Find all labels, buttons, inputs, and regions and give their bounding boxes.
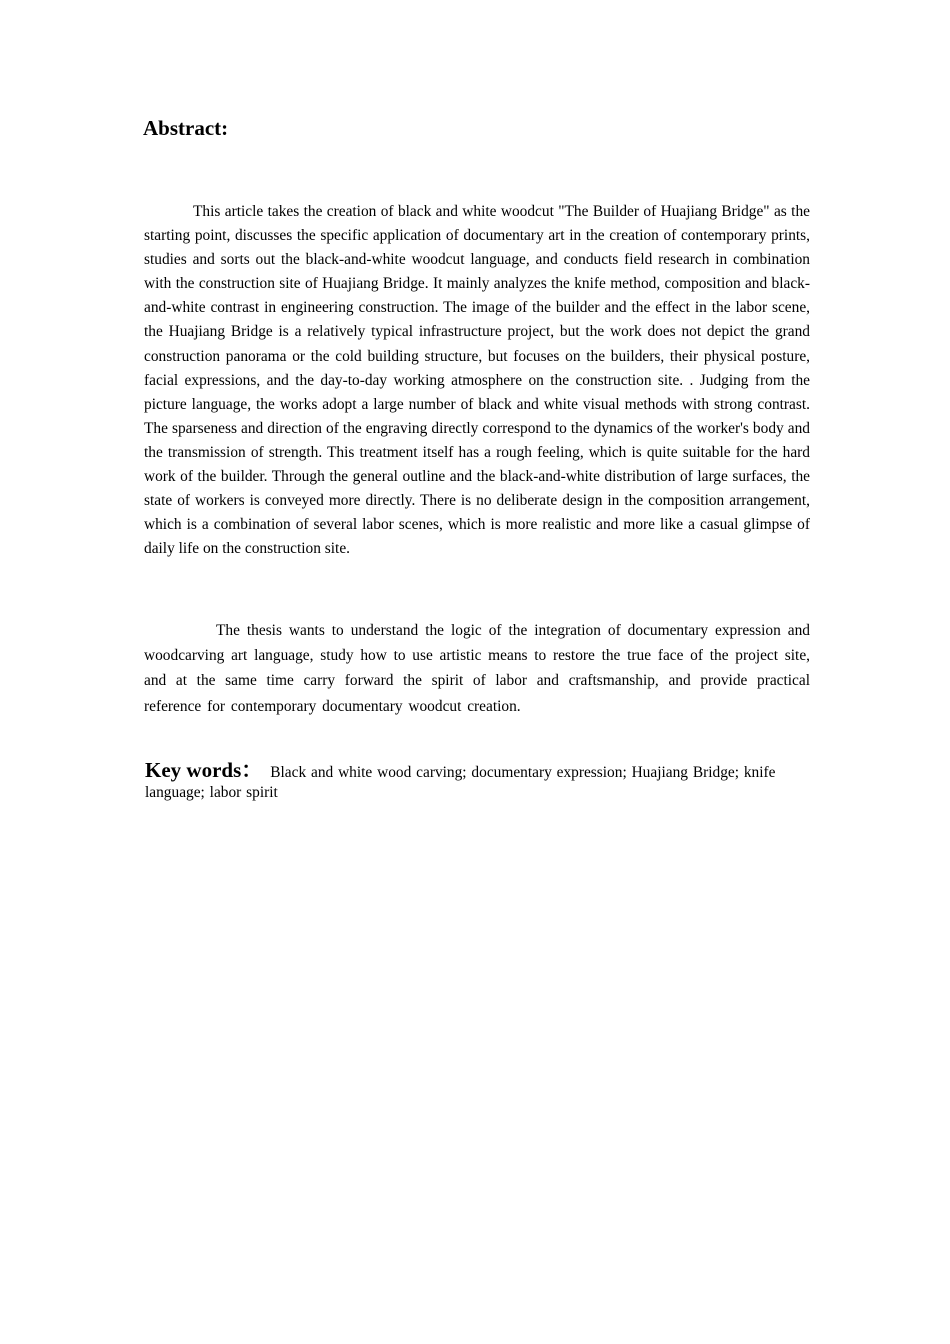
abstract-paragraph-2: The thesis wants to understand the logic of the integration of documentary expression and woodcarving art language, study how to use artistic means to restore the true face of the project site, and at the same time carry forward the spirit of labor and craftsmanship, and provide practical reference for contemporary documentary woodcut creation.	[144, 622, 810, 715]
abstract-heading: Abstract:	[143, 116, 229, 140]
abstract-paragraph-1: This article takes the creation of black and white woodcut "The Builder of Huajiang Bridge" as the starting point, discusses the specific application of documentary art in the creation of contemporary prints, studies and sorts out the black-and-white woodcut language, and conducts field research in combination with the construction site of Huajiang Bridge. It mainly analyzes the knife method, composition and black-and-white contrast in engineering construction. The image of the builder and the effect in the labor scene, the Huajiang Bridge is a relatively typical infrastructure project, but the work does not depict the grand construction panorama or the cold building structure, but focuses on the builders, their physical posture, facial expressions, and the day-to-day working atmosphere on the construction site. . Judging from the picture language, the works adopt a large number of black and white visual methods with strong contrast. The sparseness and direction of the engraving directly correspond to the dynamics of the worker's body and the transmission of strength. This treatment itself has a rough feeling, which is quite suitable for the hard work of the builder. Through the general outline and the black-and-white distribution of large surfaces, the state of workers is conveyed more directly. There is no deliberate design in the composition arrangement, which is a combination of several labor scenes, which is more realistic and more like a casual glimpse of daily life on the construction site.	[144, 203, 810, 558]
keywords-line	[145, 760, 785, 803]
keywords-label: Key words：	[145, 758, 263, 782]
keywords-text: Black and white wood carving; documentary expression; Huajiang Bridge; knife language; labor spirit	[145, 764, 776, 801]
